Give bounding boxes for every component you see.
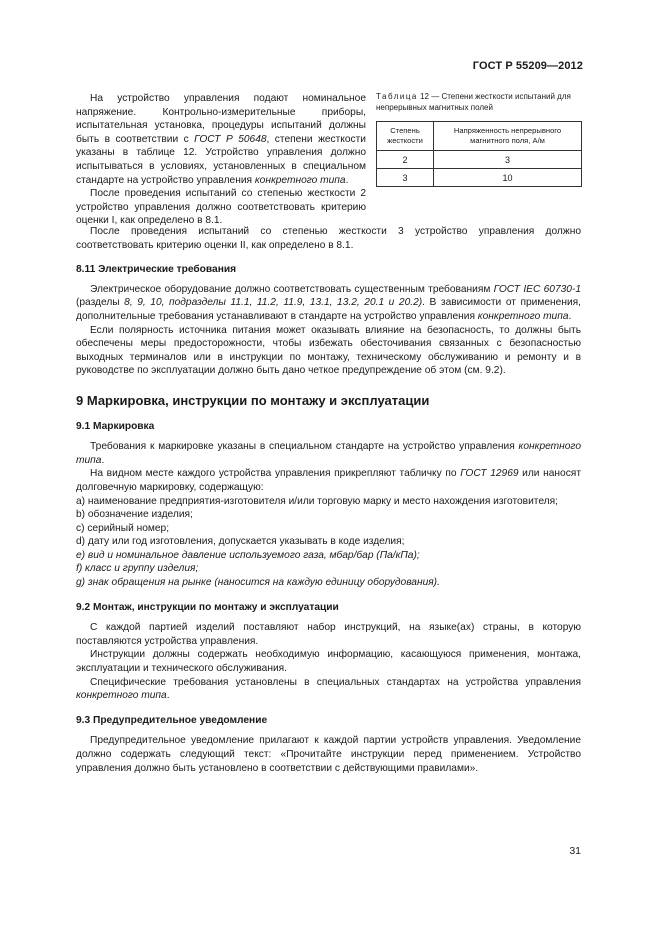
section-heading-8-11: 8.11 Электрические требования — [76, 264, 237, 276]
paragraph: На видном месте каждого устройства управления прикрепляют табличку по ГОСТ 12969 или наносят долговечную маркировку, содержащую: — [76, 468, 581, 493]
list-item: a) наименование предприятия-изготовителя и/или торговую марку и место нахождения изготовителя; — [76, 495, 558, 507]
column-header-field-strength: Напряженность непрерывного магнитного поля, А/м — [434, 122, 582, 151]
table-12 — [376, 92, 582, 187]
standard-reference: ГОСТ 12969 — [460, 468, 519, 480]
table-cell: 10 — [434, 169, 582, 187]
list-item: b) обозначение изделия; — [76, 509, 193, 521]
list-item: c) серийный номер; — [76, 522, 170, 534]
main-content — [76, 225, 581, 775]
section-heading-9-3: 9.3 Предупредительное уведомление — [76, 714, 268, 726]
paragraph: С каждой партией изделий поставляют набор инструкций, на языке(ах) страны, в которую поставляются устройства управления. — [76, 622, 581, 647]
intro-paragraph: На устройство управления подают номинальное напряжение. Контрольно-измерительные приборы, испытательная установка, процедуры испытаний должны быть в соответствии с ГОСТ Р 50648, степени жесткости указаны в таблице 12. Устройство управления должно испытываться в условиях, установленных в специальном стандарте на устройство управления конкретного типа. — [76, 93, 366, 186]
paragraph: Специфические требования установлены в специальных стандартах на устройства управления конкретного типа. — [76, 676, 581, 702]
section-heading-9: 9 Маркировка, инструкции по монтажу и эксплуатации — [76, 392, 430, 408]
section-heading-9-2: 9.2 Монтаж, инструкции по монтажу и эксплуатации — [76, 601, 339, 613]
column-header-level: Степень жесткости — [377, 122, 434, 151]
table-header-row — [377, 122, 582, 151]
table-caption: Таблица 12 — Степени жесткости испытаний для непрерывных магнитных полей — [376, 92, 571, 112]
paragraph: Предупредительное уведомление прилагают к каждой партии устройств управления. Уведомление должно содержать следующий текст: «Прочитайте инструкции перед применением. Устройство управления должно быть установлено в соответствии с действующими правилами». — [76, 735, 581, 774]
list-item: f) класс и группу изделия; — [76, 563, 199, 575]
paragraph: Электрическое оборудование должно соответствовать существенным требованиям ГОСТ IEC 60730-1 (разделы 8, 9, 10, подразделы 11.1, 11.2, 11.9, 13.1, 13.2, 20.1 и 20.2). В зависимости от применения, дополнительные требования устанавливают в стандарте на устройство управления конкретного типа. — [76, 283, 582, 322]
intro-column — [76, 92, 366, 228]
document-header: ГОСТ Р 55209—2012 — [472, 60, 583, 72]
section-heading-9-1: 9.1 Маркировка — [76, 420, 155, 432]
paragraph: Если полярность источника питания может оказывать влияние на безопасность, то должны быть обеспечены меры предосторожности, чтобы избежать обесточивания связанных с безопасностью выходных терминалов или в инструкции по монтажу, техническому обслуживанию и ремонту и в руководстве по эксплуатации должно быть дано четкое предупреждение об этом (см. 9.2). — [76, 324, 581, 377]
table-cell: 2 — [377, 151, 434, 169]
table-row — [377, 151, 582, 169]
paragraph: После проведения испытаний со степенью жесткости 3 устройство управления должно соответствовать критерию оценки II, как определено в 8.1. — [76, 226, 581, 251]
table-row — [377, 169, 582, 187]
paragraph: Требования к маркировке указаны в специальном стандарте на устройство управления конкретного типа. — [76, 441, 581, 466]
page-number: 31 — [569, 845, 581, 857]
table-cell: 3 — [377, 169, 434, 187]
standard-reference: ГОСТ IEC 60730-1 — [493, 283, 582, 295]
list-item: e) вид и номинальное давление используемого газа, мбар/бар (Па/кПа); — [76, 549, 420, 561]
paragraph: Инструкции должны содержать необходимую информацию, касающуюся применения, монтажа, эксплуатации и технического обслуживания. — [76, 649, 581, 675]
severity-table — [376, 121, 582, 187]
standard-reference: ГОСТ Р 50648 — [194, 133, 267, 145]
list-item: g) знак обращения на рынке (наносится на каждую единицу оборудования). — [76, 577, 440, 589]
list-item: d) дату или год изготовления, допускается указывать в коде изделия; — [76, 536, 405, 548]
intro-paragraph: После проведения испытаний со степенью жесткости 2 устройство управления должно соответствовать критерию оценки I, как определено в 8.1. — [76, 188, 366, 227]
table-cell: 3 — [434, 151, 582, 169]
